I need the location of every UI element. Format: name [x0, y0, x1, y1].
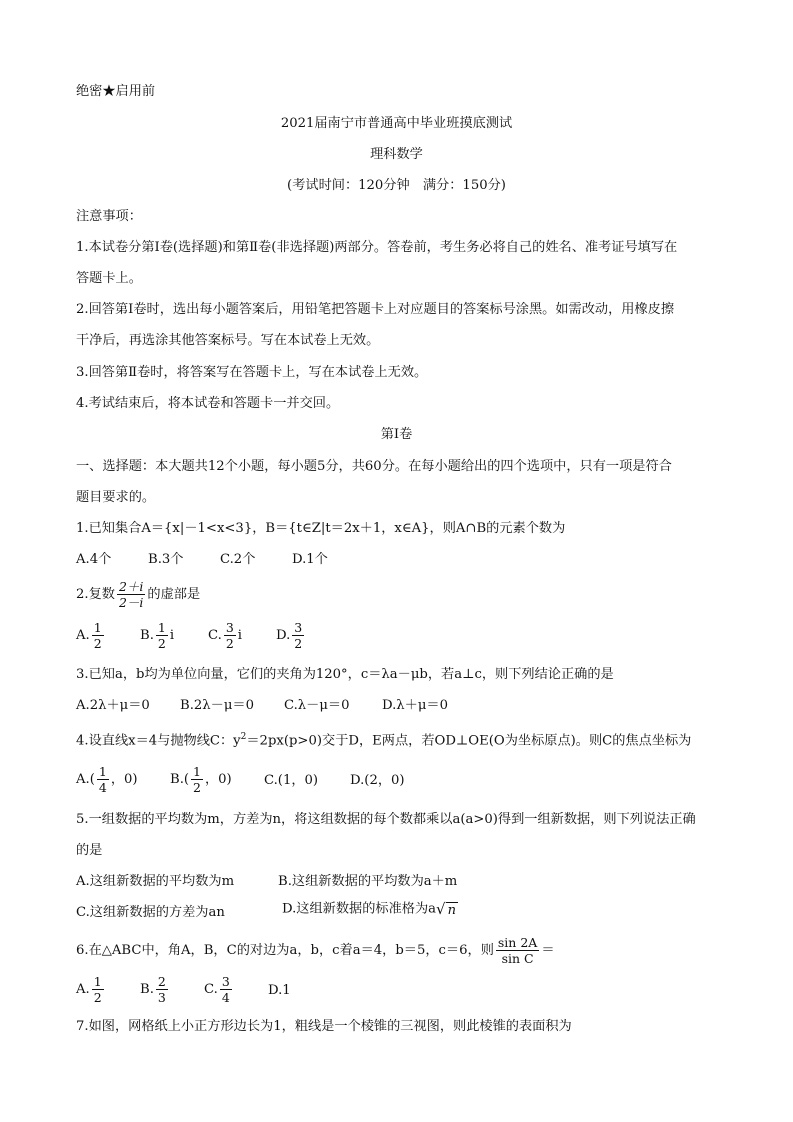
q5-option-c: C.这组新数据的方差为an — [76, 905, 225, 920]
q4-option-b-fraction — [191, 764, 203, 795]
q4-stem-part-2: ＝2px(p>0)交于D，E两点，若OD⊥OE(O为坐标原点)。则C的焦点坐标为 — [246, 733, 692, 749]
q6-option-b-label: B. — [140, 982, 154, 997]
q5-option-d — [282, 900, 458, 919]
section-1-line-1: 一、选择题：本大题共12个小题，每小题5分，共60分。在每小题给出的四个选项中，只有一项是符合 — [76, 459, 672, 474]
q6-option-b — [140, 974, 170, 1005]
note-4: 4.考试结束后，将本试卷和答题卡一并交回。 — [76, 396, 340, 411]
q4-option-a-pre: A.( — [76, 772, 95, 787]
q1-option-d: D.1个 — [292, 552, 328, 567]
q3-option-c: C.λ－μ＝0 — [284, 698, 350, 713]
q2-option-c — [208, 620, 242, 651]
q6-option-a-label: A. — [76, 982, 90, 997]
note-1-line-1: 1.本试卷分第Ⅰ卷(选择题)和第Ⅱ卷(非选择题)两部分。答卷前，考生务必将自己的姓名、准考证号填写在 — [76, 240, 678, 255]
q2-option-c-suffix: i — [237, 628, 242, 643]
q5-stem-line-1: 5.一组数据的平均数为m，方差为n，将这组数据的每个数都乘以a(a>0)得到一组新数据，则下列说法正确 — [76, 812, 696, 827]
q2-option-b-num: 1 — [157, 620, 166, 635]
q2-option-c-label: C. — [208, 628, 222, 643]
q2-option-d-label: D. — [276, 628, 291, 643]
q6-stem-text: 6.在△ABC中，角A，B，C的对边为a，b，c着a＝4，b＝5，c＝6，则 — [76, 943, 494, 958]
q6-option-b-num: 2 — [157, 974, 166, 989]
q2-option-c-den: 2 — [225, 636, 234, 651]
q2-option-a — [76, 620, 106, 651]
part-1-title: 第Ⅰ卷 — [380, 427, 413, 442]
note-3: 3.回答第Ⅱ卷时，将答案写在答题卡上，写在本试卷上无效。 — [76, 365, 428, 380]
q6-option-b-fraction — [156, 974, 168, 1005]
q6-option-c-fraction — [220, 974, 232, 1005]
q2-option-b-fraction — [156, 620, 168, 651]
note-1-line-2: 答题卡上。 — [76, 271, 142, 286]
q2-option-b-label: B. — [140, 628, 154, 643]
q2-denominator: 2－i — [118, 595, 144, 610]
q4-option-d: D.(2，0) — [350, 773, 405, 788]
q5-option-d-radicand: n — [447, 903, 456, 918]
q4-option-b — [170, 764, 232, 795]
q2-option-a-den: 2 — [93, 636, 102, 651]
q4-option-a-post: ，0) — [110, 772, 138, 787]
q5-option-d-text: D.这组新数据的标准格为a — [282, 901, 437, 917]
note-2-line-1: 2.回答第Ⅰ卷时，选出每小题答案后，用铅笔把答题卡上对应题目的答案标号涂黑。如需改动，用橡皮擦 — [76, 302, 675, 317]
q3-option-a: A.2λ＋μ＝0 — [76, 698, 150, 713]
q2-option-a-fraction — [92, 620, 104, 651]
q6-stem — [76, 934, 555, 968]
q6-option-c-num: 3 — [221, 974, 230, 989]
q1-option-a: A.4个 — [76, 552, 112, 567]
q4-option-a-num: 1 — [98, 764, 107, 779]
q6-option-c — [204, 974, 234, 1005]
sqrt-symbol: √ n — [436, 900, 456, 918]
q4-option-b-den: 2 — [193, 780, 201, 795]
secret-mark: 绝密★启用前 — [76, 84, 156, 99]
q4-stem — [76, 728, 691, 750]
q4-option-a — [76, 764, 138, 795]
q6-option-c-den: 4 — [221, 990, 230, 1005]
section-1-line-2: 题目要求的。 — [76, 490, 156, 505]
q4-option-a-fraction — [97, 764, 109, 795]
q6-option-d: D.1 — [268, 983, 291, 998]
q5-stem-line-2: 的是 — [76, 843, 103, 858]
q4-superscript: 2 — [240, 732, 247, 742]
q6-option-b-den: 3 — [157, 990, 166, 1005]
q2-option-d-fraction — [292, 620, 304, 651]
q2-prefix: 2.复数 — [76, 587, 115, 602]
q2-option-d-den: 2 — [294, 636, 303, 651]
q4-option-b-num: 1 — [193, 764, 201, 779]
q6-option-a-den: 2 — [93, 990, 102, 1005]
q2-option-b — [140, 620, 174, 651]
q3-option-d: D.λ＋μ＝0 — [382, 698, 448, 713]
q2-option-a-num: 1 — [93, 620, 102, 635]
q6-fraction — [496, 935, 539, 966]
q6-option-a-fraction — [92, 974, 104, 1005]
q2-option-d-num: 3 — [294, 620, 303, 635]
q2-suffix: 的虚部是 — [147, 587, 201, 602]
q6-option-a — [76, 974, 106, 1005]
q2-option-b-suffix: i — [169, 628, 175, 643]
q6-option-c-label: C. — [204, 982, 218, 997]
q4-option-b-post: ，0) — [204, 772, 232, 787]
q6-option-a-num: 1 — [93, 974, 102, 989]
q2-fraction — [117, 579, 145, 610]
q4-option-b-pre: B.( — [170, 772, 190, 787]
q1-option-c: C.2个 — [220, 552, 256, 567]
q2-stem — [76, 578, 200, 612]
q5-option-a: A.这组新数据的平均数为m — [76, 874, 235, 889]
q4-stem-part-1: 4.设直线x＝4与抛物线C：y — [76, 733, 241, 749]
notes-heading: 注意事项： — [76, 209, 142, 224]
q3-option-b: B.2λ－μ＝0 — [180, 698, 254, 713]
q6-numerator: sin 2A — [497, 935, 538, 950]
q6-suffix: ＝ — [541, 943, 555, 958]
exam-info: (考试时间：120分钟 满分：150分) — [287, 178, 506, 193]
note-2-line-2: 干净后，再选涂其他答案标号。写在本试卷上无效。 — [76, 333, 380, 348]
q7-stem: 7.如图，网格纸上小正方形边长为1，粗线是一个棱锥的三视图，则此棱锥的表面积为 — [76, 1019, 572, 1034]
q1-stem: 1.已知集合A＝{x|－1<x<3}，B＝{t∈Z|t＝2x＋1，x∈A}，则A∩B的元素个数为 — [76, 521, 566, 536]
q4-option-c: C.(1，0) — [264, 773, 319, 788]
exam-title: 2021届南宁市普通高中毕业班摸底测试 — [280, 116, 513, 131]
q2-option-b-den: 2 — [157, 636, 166, 651]
q5-option-b: B.这组新数据的平均数为a＋m — [278, 874, 458, 889]
q6-denominator: sin C — [501, 951, 534, 966]
q3-stem: 3.已知a，b均为单位向量，它们的夹角为120°，c＝λa－μb，若a⊥c，则下列结论正确的是 — [76, 667, 614, 682]
q2-option-c-fraction — [224, 620, 236, 651]
q2-numerator: 2＋i — [118, 579, 144, 594]
q2-option-d — [276, 620, 306, 651]
q2-option-c-num: 3 — [225, 620, 234, 635]
q1-option-b: B.3个 — [148, 552, 184, 567]
q2-option-a-label: A. — [76, 628, 90, 643]
q4-option-a-den: 4 — [98, 780, 107, 795]
exam-subject: 理科数学 — [370, 147, 423, 162]
